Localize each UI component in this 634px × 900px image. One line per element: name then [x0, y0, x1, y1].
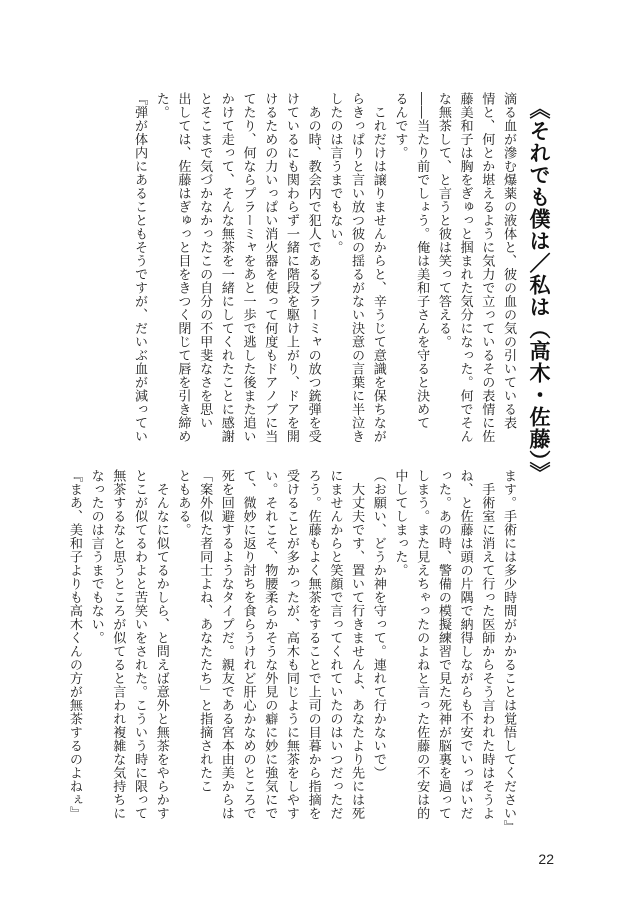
text-line: 大丈夫です、置いて行きませんよ、あなたより先には死	[349, 469, 365, 820]
text-line: けるための力いっぱい消火器を使って何度もドアノブに当	[262, 92, 278, 443]
text-line: 情と、何とか堪えるように気力で立っているその表情に佐	[479, 92, 495, 443]
text-line: なったのは言うまでもない。	[88, 469, 104, 645]
text-line: ます。手術には多少時間がかかることは覚悟してください』	[501, 469, 516, 834]
text-line: （お願い、どうか神を守って。連れて行かないで）	[370, 469, 386, 780]
lower-text-block	[66, 469, 519, 834]
text-line: い。それこそ、物腰柔らかそうな外見の癖に妙に強気にで	[262, 469, 278, 820]
text-line: とこが似てるわよと苦笑いをされた。こういう時に限って	[132, 469, 148, 820]
text-line: けているにも関わらず一緒に階段を駆け上がり、ドアを開	[283, 92, 299, 443]
text-line: 中してしまった。	[392, 469, 408, 577]
text-line: った。あの時、警備の模擬練習で見た死神が脳裏を過って	[435, 469, 451, 820]
chapter-heading: 《それでも僕は／私は（高木・佐藤）》	[527, 98, 551, 484]
text-line: ――当たり前でしょう。俺は美和子さんを守ると決めて	[414, 92, 430, 430]
text-line: て、微妙に返り討ちを食らうけれど肝心かなめのところで	[240, 469, 256, 820]
text-line: 無茶するなと思うところが似てると言われ複雑な気持ちに	[110, 469, 126, 820]
text-line: とそこまで気づかなかったこの自分の不甲斐なさを思い	[197, 92, 213, 430]
text-line: 藤美和子は胸をぎゅっと掴まれた気分になった。何でそん	[457, 92, 473, 443]
text-line: た。	[153, 92, 169, 119]
text-line: 「案外似た者同士よね、あなたたち」と指摘されたこ	[197, 469, 213, 793]
text-line: あの時、教会内で犯人であるプラーミャの放つ銃弾を受	[305, 92, 321, 443]
text-line: ともある。	[175, 469, 191, 537]
text-line: したのは言うまでもない。	[327, 92, 343, 254]
text-line: ろう。佐藤もよく無茶をすることで上司の目暮から指摘を	[305, 469, 321, 820]
text-line: しまう。また見えちゃったのよねと言った佐藤の不安は的	[414, 469, 430, 820]
text-line: 死を回避するようなタイプだ。親友である宮本由美からは	[218, 469, 234, 820]
text-line: 『弾が体内にあることもそうですが、だいぶ血が減ってい	[132, 92, 148, 443]
text-line: ね、と佐藤は頭の片隅で納得しながらも不安でいっぱいだ	[457, 469, 473, 820]
upper-text-block	[119, 92, 519, 442]
text-line: これだけは譲りませんからと、辛うじて意識を保ちなが	[370, 92, 386, 443]
text-line: にませんからと笑顔で言ってくれていたのはいつだっただ	[327, 469, 343, 820]
text-line: 滴る血が滲む爆薬の液体と、彼の血の気の引いている表	[501, 92, 516, 430]
text-line: 受けることが多かったが、高木も同じように無茶をしやす	[283, 469, 299, 820]
text-line: てたり、何ならプラーミャをあと一歩で逃した後また追い	[240, 92, 256, 443]
text-line: 『まあ、美和子よりも高木くんの方が無茶するのよねぇ』	[66, 469, 82, 820]
text-line: らきっぱりと言い放つ彼の揺るがない決意の言葉に半泣き	[349, 92, 365, 443]
text-line: かけて走って、そんな無茶を一緒にしてくれたことに感謝	[218, 92, 234, 443]
text-line: 出しては、佐藤はぎゅっと目をきつく閉じて唇を引き締め	[175, 92, 191, 443]
page-number: 22	[538, 851, 554, 867]
text-line: そんなに似てるかしら、と問えば意外と無茶をやらかす	[153, 469, 169, 820]
text-line: るんです。	[392, 92, 408, 160]
text-line: な無茶して、と言うと彼は笑って答える。	[435, 92, 451, 349]
text-line: 手術室に消えて行った医師からそう言われた時はそうよ	[479, 469, 495, 820]
